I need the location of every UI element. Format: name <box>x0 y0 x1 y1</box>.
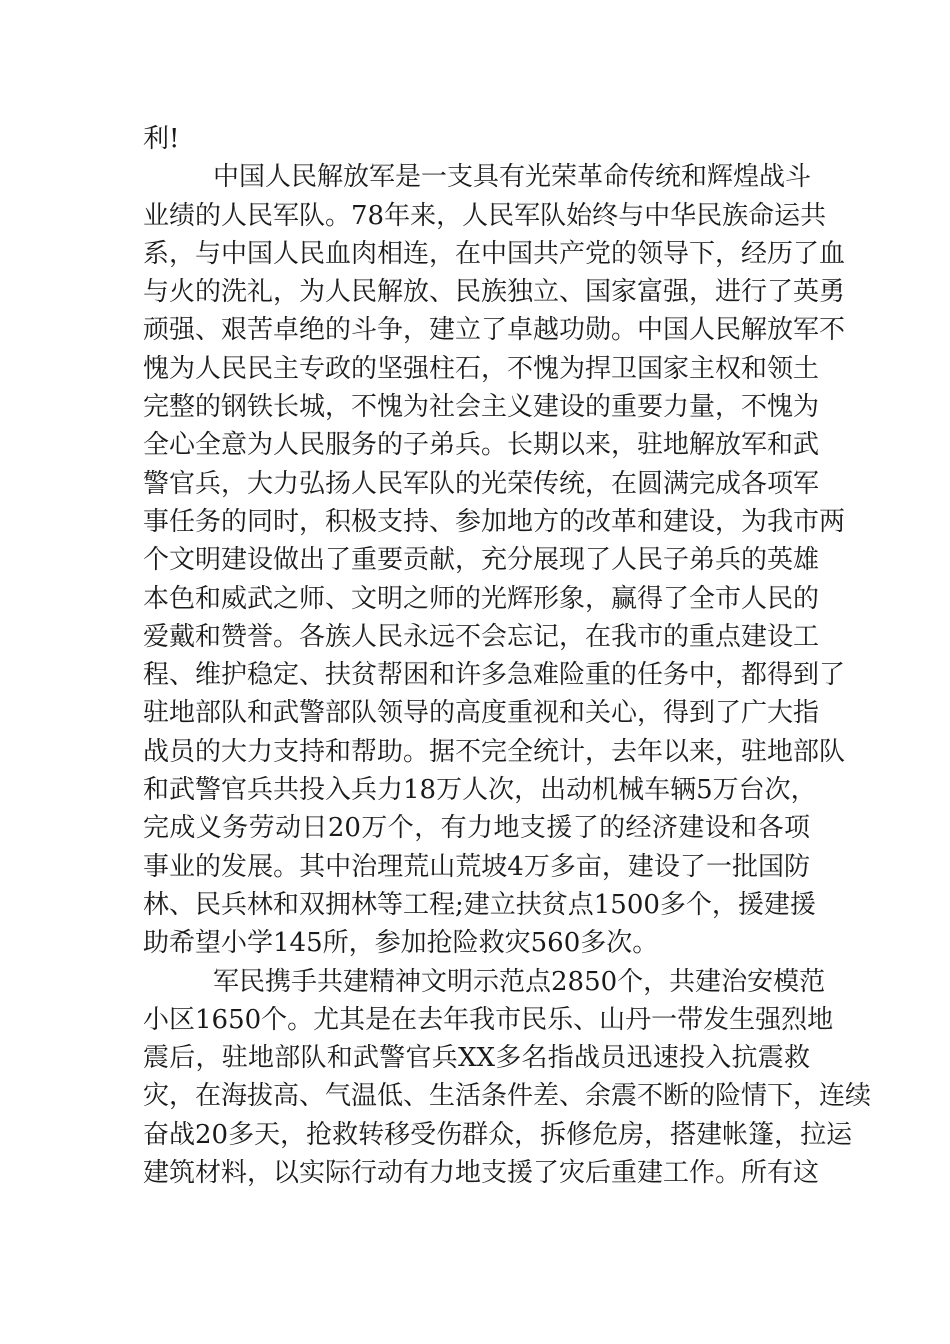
text-line: 个文明建设做出了重要贡献，充分展现了人民子弟兵的英雄 <box>143 545 820 576</box>
text-line: 和武警官兵共投入兵力18万人次，出动机械车辆5万台次， <box>143 775 817 806</box>
text-line: 林、民兵林和双拥林等工程;建立扶贫点1500多个，援建援 <box>143 889 816 920</box>
text-line: 事业的发展。其中治理荒山荒坡4万多亩，建设了一批国防 <box>143 851 810 882</box>
text-line: 警官兵，大力弘扬人民军队的光荣传统，在圆满完成各项军 <box>143 468 820 499</box>
text-line: 小区1650个。尤其是在去年我市民乐、山丹一带发生强烈地 <box>143 1004 834 1035</box>
text-line: 奋战20多天，抢救转移受伤群众，拆修危房，搭建帐篷，拉运 <box>143 1119 853 1150</box>
text-line: 完成义务劳动日20万个，有力地支援了的经济建设和各项 <box>143 813 810 844</box>
text-line: 爱戴和赞誉。各族人民永远不会忘记，在我市的重点建设工 <box>143 621 820 652</box>
text-line: 全心全意为人民服务的子弟兵。长期以来，驻地解放军和武 <box>143 430 820 461</box>
paragraph-first-line: 中国人民解放军是一支具有光荣革命传统和辉煌战斗 <box>213 162 812 193</box>
text-line: 程、维护稳定、扶贫帮困和许多急难险重的任务中，都得到了 <box>143 660 846 691</box>
text-line: 战员的大力支持和帮助。据不完全统计，去年以来，驻地部队 <box>143 736 846 767</box>
text-line: 顽强、艰苦卓绝的斗争，建立了卓越功勋。中国人民解放军不 <box>143 315 846 346</box>
text-line: 灾，在海拔高、气温低、生活条件差、余震不断的险情下，连续 <box>143 1081 872 1112</box>
text-line: 震后，驻地部队和武警官兵XX多名指战员迅速投入抗震救 <box>143 1043 810 1074</box>
paragraph-first-line: 军民携手共建精神文明示范点2850个，共建治安模范 <box>213 966 826 997</box>
text-line: 与火的洗礼，为人民解放、民族独立、国家富强，进行了英勇 <box>143 277 846 308</box>
text-line: 愧为人民民主专政的坚强柱石，不愧为捍卫国家主权和领土 <box>143 353 820 384</box>
text-line: 业绩的人民军队。78年来，人民军队始终与中华民族命运共 <box>143 200 827 231</box>
text-line: 系，与中国人民血肉相连，在中国共产党的领导下，经历了血 <box>143 238 846 269</box>
text-line: 驻地部队和武警部队领导的高度重视和关心，得到了广大指 <box>143 698 820 729</box>
text-line: 事任务的同时，积极支持、参加地方的改革和建设，为我市两 <box>143 506 846 537</box>
text-line: 建筑材料，以实际行动有力地支援了灾后重建工作。所有这 <box>143 1158 820 1189</box>
text-line: 完整的钢铁长城，不愧为社会主义建设的重要力量，不愧为 <box>143 392 820 423</box>
text-line: 本色和威武之师、文明之师的光辉形象，赢得了全市人民的 <box>143 583 820 614</box>
body-text <box>143 120 872 1192</box>
paragraph-last-line: 助希望小学145所，参加抢险救灾560多次。 <box>143 928 659 959</box>
text-line: 利! <box>143 124 180 154</box>
